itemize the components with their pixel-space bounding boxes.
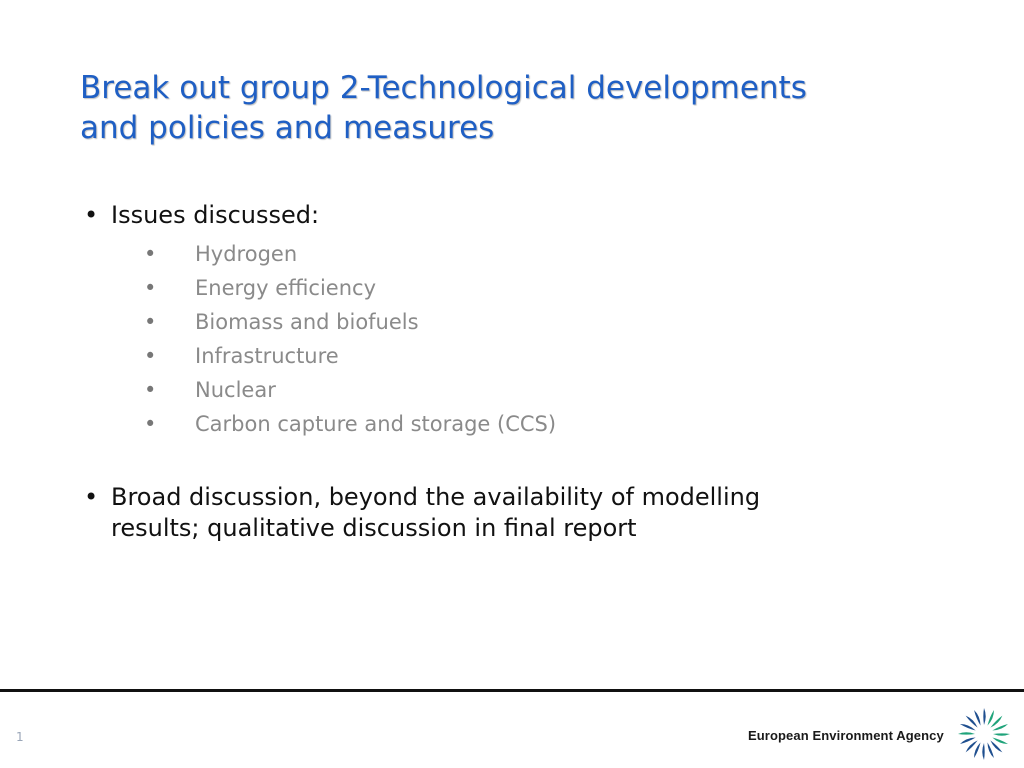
logo-ray (993, 733, 1010, 735)
list-item-energy-efficiency (84, 271, 944, 305)
page-number: 1 (16, 730, 24, 744)
slide-title-line-2: and policies and measures (80, 110, 495, 146)
agency-name: European Environment Agency (748, 728, 944, 743)
bullet-dot: • (84, 483, 99, 511)
list-item-text: Biomass and biofuels (195, 310, 419, 334)
spacer (84, 441, 944, 482)
bullet-text: Issues discussed: (111, 201, 320, 229)
list-item-biomass (84, 305, 944, 339)
logo-ray (987, 710, 994, 726)
logo-ray (992, 737, 1008, 744)
logo-ray (958, 732, 975, 734)
eea-logo-icon (956, 706, 1012, 762)
logo-ray (983, 708, 985, 725)
list-item-nuclear (84, 373, 944, 407)
bullet-dot: • (144, 310, 157, 334)
bullet-dot: • (144, 378, 157, 402)
slide-title (80, 68, 960, 148)
bullet-text-line-2: results; qualitative discussion in final report (111, 514, 637, 542)
list-item-text: Energy efficiency (195, 276, 377, 300)
bullet-issues-discussed (84, 200, 944, 231)
slide-body (84, 200, 944, 544)
slide-title-line-1: Break out group 2-Technological developments (80, 70, 807, 106)
list-item-text: Hydrogen (195, 242, 298, 266)
list-item-hydrogen (84, 237, 944, 271)
logo-ray (982, 743, 984, 760)
logo-ray (960, 724, 976, 731)
footer-divider (0, 689, 1024, 692)
bullet-text-line-1: Broad discussion, beyond the availability of modelling (111, 483, 761, 511)
list-item-text: Nuclear (195, 378, 276, 402)
issues-sublist (84, 237, 944, 441)
bullet-dot: • (84, 201, 99, 229)
bullet-dot: • (144, 276, 157, 300)
list-item-infrastructure (84, 339, 944, 373)
bullet-dot: • (144, 412, 157, 436)
list-item-text: Infrastructure (195, 344, 339, 368)
bullet-dot: • (144, 344, 157, 368)
list-item-text: Carbon capture and storage (CCS) (195, 412, 557, 436)
logo-center (977, 727, 991, 741)
list-item-ccs (84, 407, 944, 441)
logo-ray (974, 742, 981, 758)
bullet-broad-discussion (84, 482, 944, 544)
bullet-dot: • (144, 242, 157, 266)
